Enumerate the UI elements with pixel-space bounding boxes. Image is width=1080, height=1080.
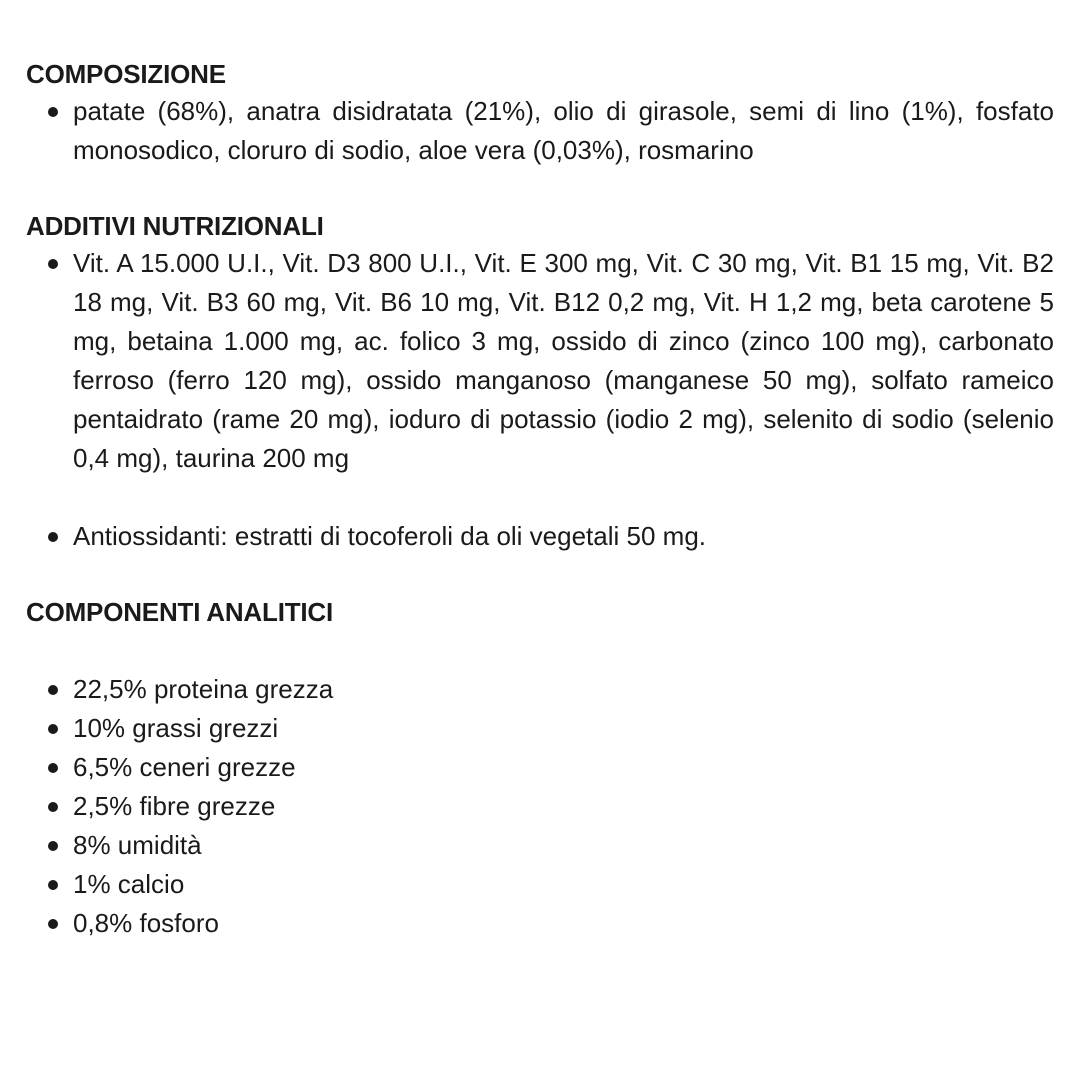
componenti-heading: COMPONENTI ANALITICI [26, 597, 334, 627]
composizione-list [26, 92, 1054, 170]
componenti-list [26, 670, 1054, 943]
list-item [26, 826, 1054, 865]
list-item [26, 670, 1054, 709]
list-item [26, 748, 1054, 787]
list-item-text: 1% calcio [73, 869, 185, 899]
label-document [26, 56, 1054, 943]
bullet-icon [48, 724, 58, 734]
composizione-section [26, 56, 1054, 170]
bullet-icon [48, 763, 58, 773]
list-item [26, 517, 1054, 556]
list-item [26, 904, 1054, 943]
list-item [26, 787, 1054, 826]
list-item-text: 2,5% fibre grezze [73, 791, 276, 821]
list-item [26, 865, 1054, 904]
list-item-text: Vit. A 15.000 U.I., Vit. D3 800 U.I., Vit. E 300 mg, Vit. C 30 mg, Vit. B1 15 mg, Vit. B2 18 mg, Vit. B3 60 mg, Vit. B6 10 mg, Vit. B12 0,2 mg, Vit. H 1,2 mg, beta carotene 5 mg, betaina 1.000 mg, ac. folico 3 mg, ossido di zinco (zinco 100 mg), carbonato ferroso (ferro 120 mg), ossido manganoso (manganese 50 mg), solfato rameico pentaidrato (rame 20 mg), ioduro di potassio (iodio 2 mg), selenito di sodio (selenio 0,4 mg), taurina 200 mg [73, 248, 1054, 473]
list-item [26, 709, 1054, 748]
bullet-icon [48, 259, 58, 269]
bullet-icon [48, 919, 58, 929]
list-item-text: patate (68%), anatra disidratata (21%), olio di girasole, semi di lino (1%), fosfato monosodico, cloruro di sodio, aloe vera (0,03%), rosmarino [73, 96, 1054, 165]
componenti-section [26, 594, 1054, 943]
list-item-text: 8% umidità [73, 830, 202, 860]
additivi-list [26, 244, 1054, 556]
bullet-icon [48, 532, 58, 542]
list-item-text: 22,5% proteina grezza [73, 674, 334, 704]
list-item-text: Antiossidanti: estratti di tocoferoli da oli vegetali 50 mg. [73, 521, 707, 551]
list-item-text: 10% grassi grezzi [73, 713, 279, 743]
bullet-icon [48, 802, 58, 812]
bullet-icon [48, 685, 58, 695]
list-item [26, 92, 1054, 170]
list-item-text: 0,8% fosforo [73, 908, 219, 938]
composizione-heading: COMPOSIZIONE [26, 59, 226, 89]
additivi-heading: ADDITIVI NUTRIZIONALI [26, 211, 324, 241]
bullet-icon [48, 880, 58, 890]
list-item-text: 6,5% ceneri grezze [73, 752, 296, 782]
additivi-section [26, 208, 1054, 556]
list-item [26, 244, 1054, 478]
bullet-icon [48, 107, 58, 117]
bullet-icon [48, 841, 58, 851]
